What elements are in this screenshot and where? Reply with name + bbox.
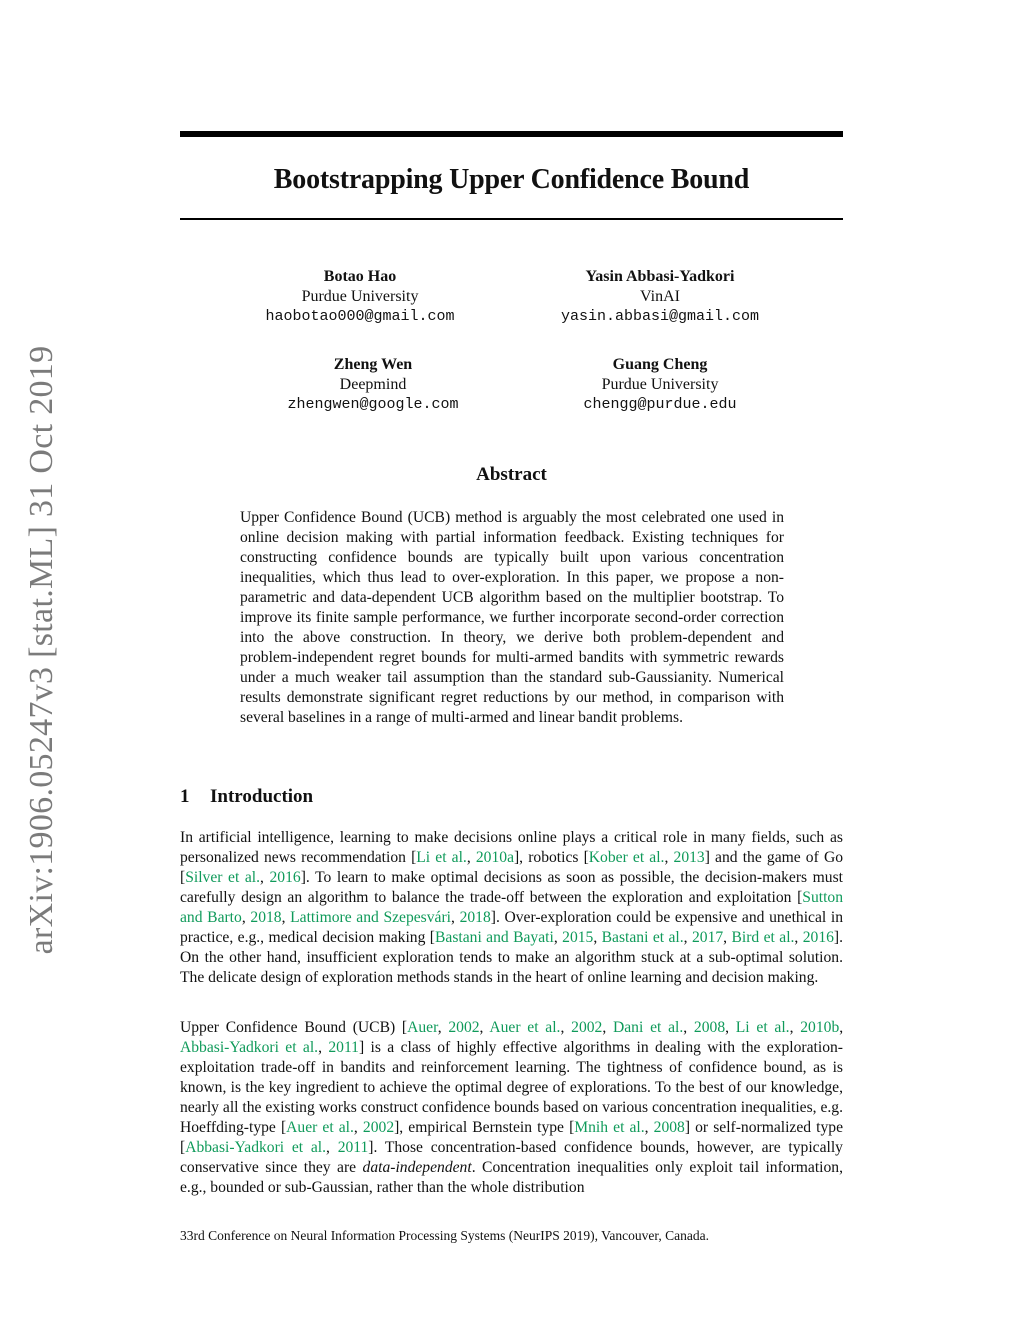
paper-title: Bootstrapping Upper Confidence Bound [273,164,750,195]
arxiv-stamp: arXiv:1906.05247v3 [stat.ML] 31 Oct 2019 [23,345,60,955]
citation-link[interactable]: Li et al. [735,1019,790,1036]
paragraph-text: , [723,929,732,946]
paragraph-text: , [451,909,460,926]
paragraph-text: , [260,869,270,886]
intro-paragraph-2 [180,1018,843,1198]
author-email: yasin.abbasi@gmail.com [560,308,760,325]
paragraph-text: , [593,929,602,946]
conference-footnote: 33rd Conference on Neural Information Processing Systems (NeurIPS 2019), Vancouver, Canada. [180,1228,709,1243]
paragraph-text: , [479,1019,490,1036]
citation-link[interactable]: 2016 [802,929,834,946]
citation-link[interactable]: Kober et al. [588,849,665,866]
citation-link[interactable]: 2013 [673,849,705,866]
section-heading-introduction [180,785,313,809]
citation-link[interactable]: Lattimore and Szepesvári [290,909,451,926]
paragraph-text: , [644,1119,654,1136]
author-block [210,267,510,327]
paragraph-text: , [553,929,563,946]
author-block [510,355,810,415]
citation-link[interactable]: Abbasi-Yadkori et al. [180,1039,319,1056]
paragraph-text: , [560,1019,572,1036]
title-bottom-rule [180,218,843,220]
paragraph-text: , [839,1019,844,1036]
paragraph-text: , [326,1139,338,1156]
author-block [510,267,810,327]
citation-link[interactable]: Bird et al. [731,929,795,946]
section-number: 1 [180,786,190,807]
paragraph-text: , [281,909,291,926]
paragraph-text: Upper Confidence Bound (UCB) [ [180,1019,408,1036]
paragraph-text: , [794,929,803,946]
paragraph-text: ] and the game of Go [ [180,849,844,886]
abstract-text: Upper Confidence Bound (UCB) method is arguably the most celebrated one used in online decision making with partial information feedback. Existing techniques for constructing confidence bounds are typically built upon various concentration inequalities, which thus lead to over-exploration. In this paper, we propose a non-parametric and data-dependent UCB algorithm based on the multiplier bootstrap. To improve its finite sample performance, we further incorporate second-order correction into the above construction. In theory, we derive both problem-dependent and problem-independent regret bounds for multi-armed bandits with symmetric rewards under a much weaker tail assumption than the standard sub-Gaussianity. Numerical results demonstrate significant regret reductions by our method, in comparison with several baselines in a range of multi-armed and linear bandit problems. [240,509,784,726]
author-affiliation: Purdue University [601,376,719,393]
author-email: chengg@purdue.edu [583,396,737,413]
citation-link[interactable]: 2010a [475,849,514,866]
author-affiliation: Purdue University [301,288,419,305]
paragraph-text: ]. To learn to make optimal decisions as soon as possible, the decision-makers must carefully design an algorithm to balance the trade-off between the exploration and exploitation [ [180,869,844,906]
citation-link[interactable]: 2002 [448,1019,480,1036]
author-block [223,355,523,415]
citation-link[interactable]: 2010b [800,1019,840,1036]
paragraph-text: ]. On the other hand, insufficient exploration tends to make an algorithm stuck at a sub-optimal solution. The delicate design of exploration methods stands in the heart of online learning and decision making. [180,929,844,986]
citation-link[interactable]: 2008 [693,1019,726,1036]
paragraph-text: ], empirical Bernstein type [ [394,1119,575,1136]
paragraph-text: , [353,1119,363,1136]
citation-link[interactable]: 2002 [362,1119,395,1136]
abstract-heading: Abstract [476,464,547,485]
paragraph-text: , [683,929,692,946]
author-email: zhengwen@google.com [287,396,459,413]
paragraph-text: , [318,1039,329,1056]
citation-link[interactable]: 2011 [328,1039,359,1056]
paragraph-text: , [683,1019,694,1036]
paragraph-text: ]. Over-exploration could be expensive and unethical in practice, e.g., medical decision making [ [180,909,844,946]
paragraph-text: , [437,1019,449,1036]
author-affiliation: VinAI [640,288,680,305]
citation-link[interactable]: Auer et al. [489,1019,561,1036]
author-name: Botao Hao [323,268,397,285]
citation-link[interactable]: Mnih et al. [574,1119,645,1136]
citation-link[interactable]: 2002 [571,1019,603,1036]
paragraph-text: ] or self-normalized type [ [180,1119,844,1156]
author-affiliation: Deepmind [339,376,407,393]
paragraph-text: , [241,909,251,926]
citation-link[interactable]: 2011 [337,1139,369,1156]
paragraph-text: ] is a class of highly effective algorithms in dealing with the exploration-exploitation trade-off in bandits and reinforcement learning. The tightness of confidence bound, as is known, is the key ingredient to achieve the optimal degree of explorations. To the best of our knowledge, nearly all the existing works construct confidence bounds based on various concentration inequalities, e.g. Hoeffding-type [ [180,1039,844,1136]
citation-link[interactable]: Li et al. [416,849,467,866]
intro-paragraph-1 [180,828,843,988]
section-title: Introduction [210,786,314,807]
title-top-rule [180,131,843,137]
citation-link[interactable]: 2015 [562,929,594,946]
emphasis-text: data-independent [362,1159,472,1176]
citation-link[interactable]: Bastani and Bayati [435,929,554,946]
paragraph-text: ]. Those concentration-based confidence bounds, however, are typically conservative since they are [180,1139,843,1176]
paragraph-text: ], robotics [ [513,849,589,866]
author-name: Yasin Abbasi-Yadkori [585,268,735,285]
paragraph-text: , [789,1019,801,1036]
citation-link[interactable]: 2017 [691,929,724,946]
paragraph-text: . Concentration inequalities only exploit tail information, e.g., bounded or sub-Gaussian, rather than the whole distribution [180,1159,843,1196]
citation-link[interactable]: 2018 [459,909,491,926]
author-name: Guang Cheng [612,356,708,373]
paragraph-text: , [725,1019,736,1036]
citation-link[interactable]: Silver et al. [185,869,261,886]
citation-link[interactable]: Sutton and Barto [180,889,843,926]
author-name: Zheng Wen [333,356,413,373]
citation-link[interactable]: Auer et al. [286,1119,354,1136]
paragraph-text: , [602,1019,613,1036]
citation-link[interactable]: 2008 [653,1119,685,1136]
citation-link[interactable]: Bastani et al. [601,929,684,946]
paragraph-text: , [664,849,674,866]
author-email: haobotao000@gmail.com [265,308,455,325]
citation-link[interactable]: Auer [407,1019,438,1036]
paragraph-text: , [466,849,476,866]
citation-link[interactable]: 2018 [250,909,282,926]
citation-link[interactable]: Abbasi-Yadkori et al. [185,1139,327,1156]
paragraph-text: In artificial intelligence, learning to make decisions online plays a critical role in many fields, such as personalized news recommendation [ [180,829,843,866]
citation-link[interactable]: 2016 [269,869,301,886]
citation-link[interactable]: Dani et al. [613,1019,684,1036]
